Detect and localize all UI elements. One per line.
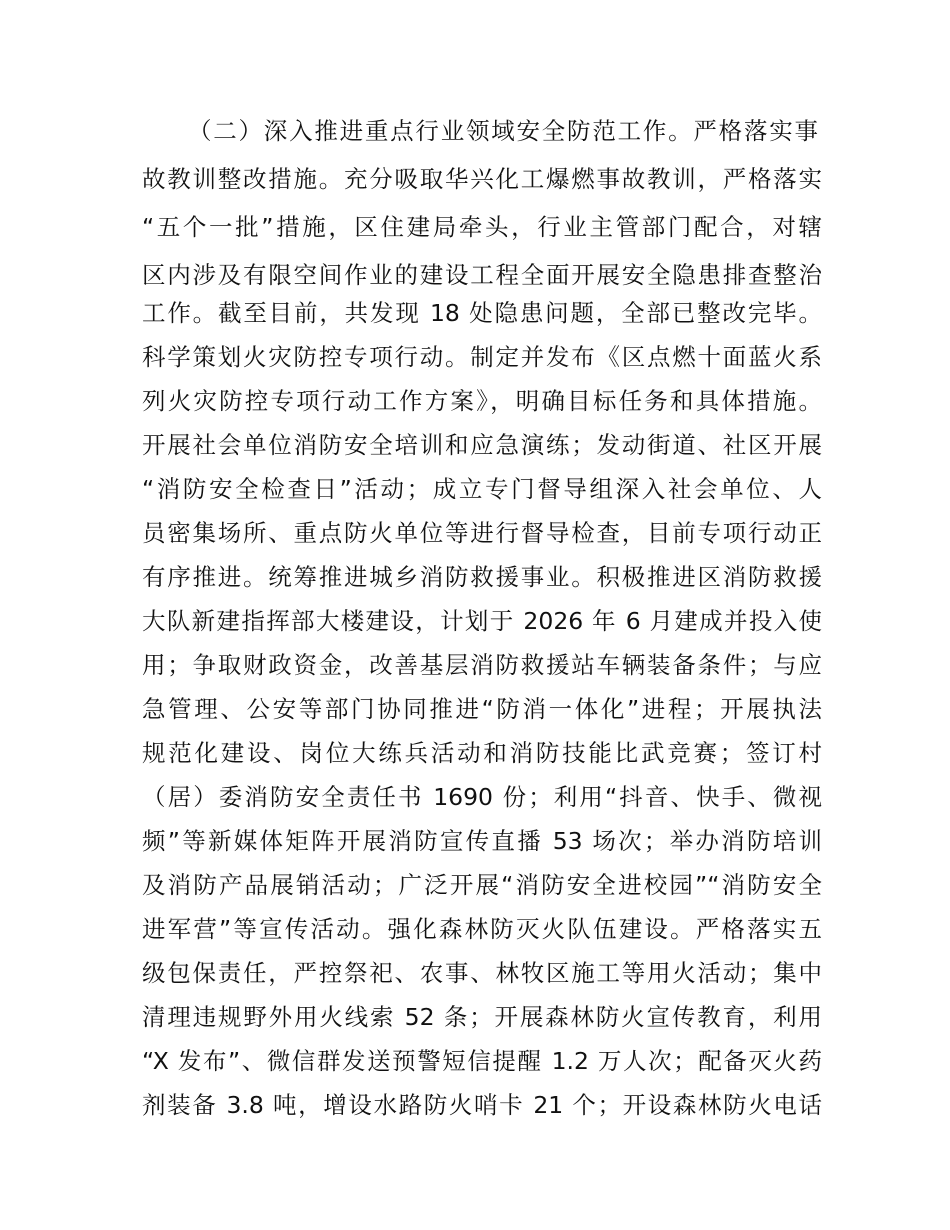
paragraph-line: “五个一批”措施，区住建局牵头，行业主管部门配合，对辖: [142, 213, 822, 241]
paragraph-line: 有序推进。统筹推进城乡消防救援事业。积极推进区消防救援: [142, 563, 822, 591]
paragraph-line: 清理违规野外用火线索 52 条；开展森林防火宣传教育，利用: [142, 1003, 822, 1031]
paragraph-line: 剂装备 3.8 吨，增设水路防火哨卡 21 个；开设森林防火电话: [142, 1091, 822, 1119]
paragraph-line: 工作。截至目前，共发现 18 处隐患问题，全部已整改完毕。: [142, 299, 822, 327]
paragraph-line: 规范化建设、岗位大练兵活动和消防技能比武竞赛；签订村: [142, 739, 822, 767]
paragraph-line: 区内涉及有限空间作业的建设工程全面开展安全隐患排查整治: [142, 261, 822, 289]
paragraph-line: （居）委消防安全责任书 1690 份；利用“抖音、快手、微视: [142, 783, 822, 811]
paragraph-line: “消防安全检查日”活动；成立专门督导组深入社会单位、人: [142, 475, 822, 503]
paragraph-line: （二）深入推进重点行业领域安全防范工作。严格落实事: [188, 117, 818, 145]
paragraph-line: “X 发布”、微信群发送预警短信提醒 1.2 万人次；配备灭火药: [142, 1047, 822, 1075]
paragraph-line: 列火灾防控专项行动工作方案》，明确目标任务和具体措施。: [142, 387, 822, 415]
paragraph-line: 员密集场所、重点防火单位等进行督导检查，目前专项行动正: [142, 519, 822, 547]
paragraph-line: 大队新建指挥部大楼建设，计划于 2026 年 6 月建成并投入使: [142, 607, 822, 635]
paragraph-line: 进军营”等宣传活动。强化森林防灭火队伍建设。严格落实五: [142, 915, 822, 943]
paragraph-line: 急管理、公安等部门协同推进“防消一体化”进程；开展执法: [142, 695, 822, 723]
paragraph-line: 故教训整改措施。充分吸取华兴化工爆燃事故教训，严格落实: [142, 165, 822, 193]
paragraph-line: 科学策划火灾防控专项行动。制定并发布《区点燃十面蓝火系: [142, 343, 822, 371]
paragraph-line: 用；争取财政资金，改善基层消防救援站车辆装备条件；与应: [142, 651, 822, 679]
paragraph-line: 频”等新媒体矩阵开展消防宣传直播 53 场次；举办消防培训: [142, 827, 822, 855]
paragraph-line: 及消防产品展销活动；广泛开展“消防安全进校园”“消防安全: [142, 871, 822, 899]
paragraph-line: 级包保责任，严控祭祀、农事、林牧区施工等用火活动；集中: [142, 959, 822, 987]
paragraph-line: 开展社会单位消防安全培训和应急演练；发动街道、社区开展: [142, 431, 822, 459]
